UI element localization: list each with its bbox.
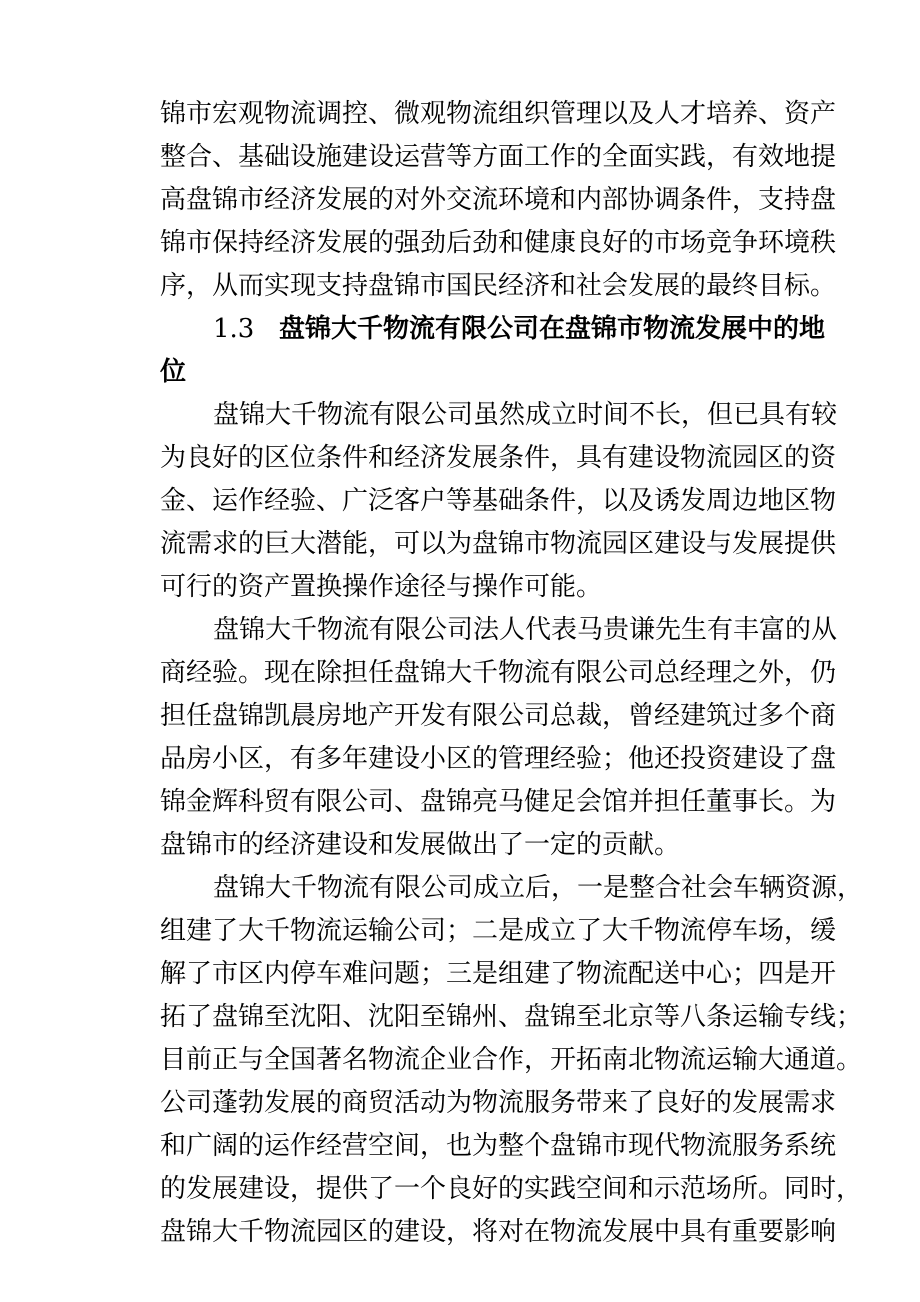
section-heading [213, 309, 826, 349]
paragraph-intro-line: 锦市保持经济发展的强劲后劲和健康良好的市场竞争环境秩 [160, 228, 837, 258]
section-title-line1: 盘锦大千物流有限公司在盘锦市物流发展中的地 [279, 314, 826, 344]
paragraph-2-line: 锦金辉科贸有限公司、盘锦亮马健足会馆并担任董事长。为 [160, 787, 837, 817]
paragraph-intro-line: 序，从而实现支持盘锦市国民经济和社会发展的最终目标。 [160, 271, 837, 301]
paragraph-3-line: 的发展建设，提供了一个良好的实践空间和示范场所。同时， [160, 1174, 863, 1204]
paragraph-1-line: 为良好的区位条件和经济发展条件，具有建设物流园区的资 [160, 443, 837, 473]
paragraph-1-line: 可行的资产置换操作途径与操作可能。 [160, 572, 603, 602]
paragraph-3-line: 目前正与全国著名物流企业合作，开拓南北物流运输大通道。 [160, 1045, 863, 1075]
paragraph-2-line: 盘锦大千物流有限公司法人代表马贵谦先生有丰富的从 [213, 615, 838, 645]
paragraph-2-line: 担任盘锦凯晨房地产开发有限公司总裁，曾经建筑过多个商 [160, 701, 837, 731]
paragraph-1-line: 流需求的巨大潜能，可以为盘锦市物流园区建设与发展提供 [160, 529, 837, 559]
section-number: 1.3 [213, 314, 255, 344]
section-title-line2: 位 [160, 357, 187, 387]
paragraph-3-line: 拓了盘锦至沈阳、沈阳至锦州、盘锦至北京等八条运输专线； [160, 1002, 863, 1032]
paragraph-3-line: 公司蓬勃发展的商贸活动为物流服务带来了良好的发展需求 [160, 1088, 837, 1118]
paragraph-intro-line: 整合、基础设施建设运营等方面工作的全面实践，有效地提 [160, 142, 837, 172]
paragraph-3-line: 盘锦大千物流有限公司成立后，一是整合社会车辆资源， [213, 873, 864, 903]
paragraph-1-line: 金、运作经验、广泛客户等基础条件，以及诱发周边地区物 [160, 486, 837, 516]
paragraph-3-line: 组建了大千物流运输公司；二是成立了大千物流停车场，缓 [160, 916, 837, 946]
paragraph-2-line: 盘锦市的经济建设和发展做出了一定的贡献。 [160, 830, 681, 860]
paragraph-3-line: 解了市区内停车难问题；三是组建了物流配送中心；四是开 [160, 959, 837, 989]
paragraph-1-line: 盘锦大千物流有限公司虽然成立时间不长，但已具有较 [213, 400, 838, 430]
paragraph-intro-line: 高盘锦市经济发展的对外交流环境和内部协调条件，支持盘 [160, 185, 837, 215]
paragraph-2-line: 品房小区，有多年建设小区的管理经验；他还投资建设了盘 [160, 744, 837, 774]
paragraph-intro-line: 锦市宏观物流调控、微观物流组织管理以及人才培养、资产 [160, 99, 837, 129]
paragraph-3-line: 盘锦大千物流园区的建设，将对在物流发展中具有重要影响 [160, 1217, 837, 1247]
paragraph-2-line: 商经验。现在除担任盘锦大千物流有限公司总经理之外，仍 [160, 658, 837, 688]
paragraph-3-line: 和广阔的运作经营空间，也为整个盘锦市现代物流服务系统 [160, 1131, 837, 1161]
